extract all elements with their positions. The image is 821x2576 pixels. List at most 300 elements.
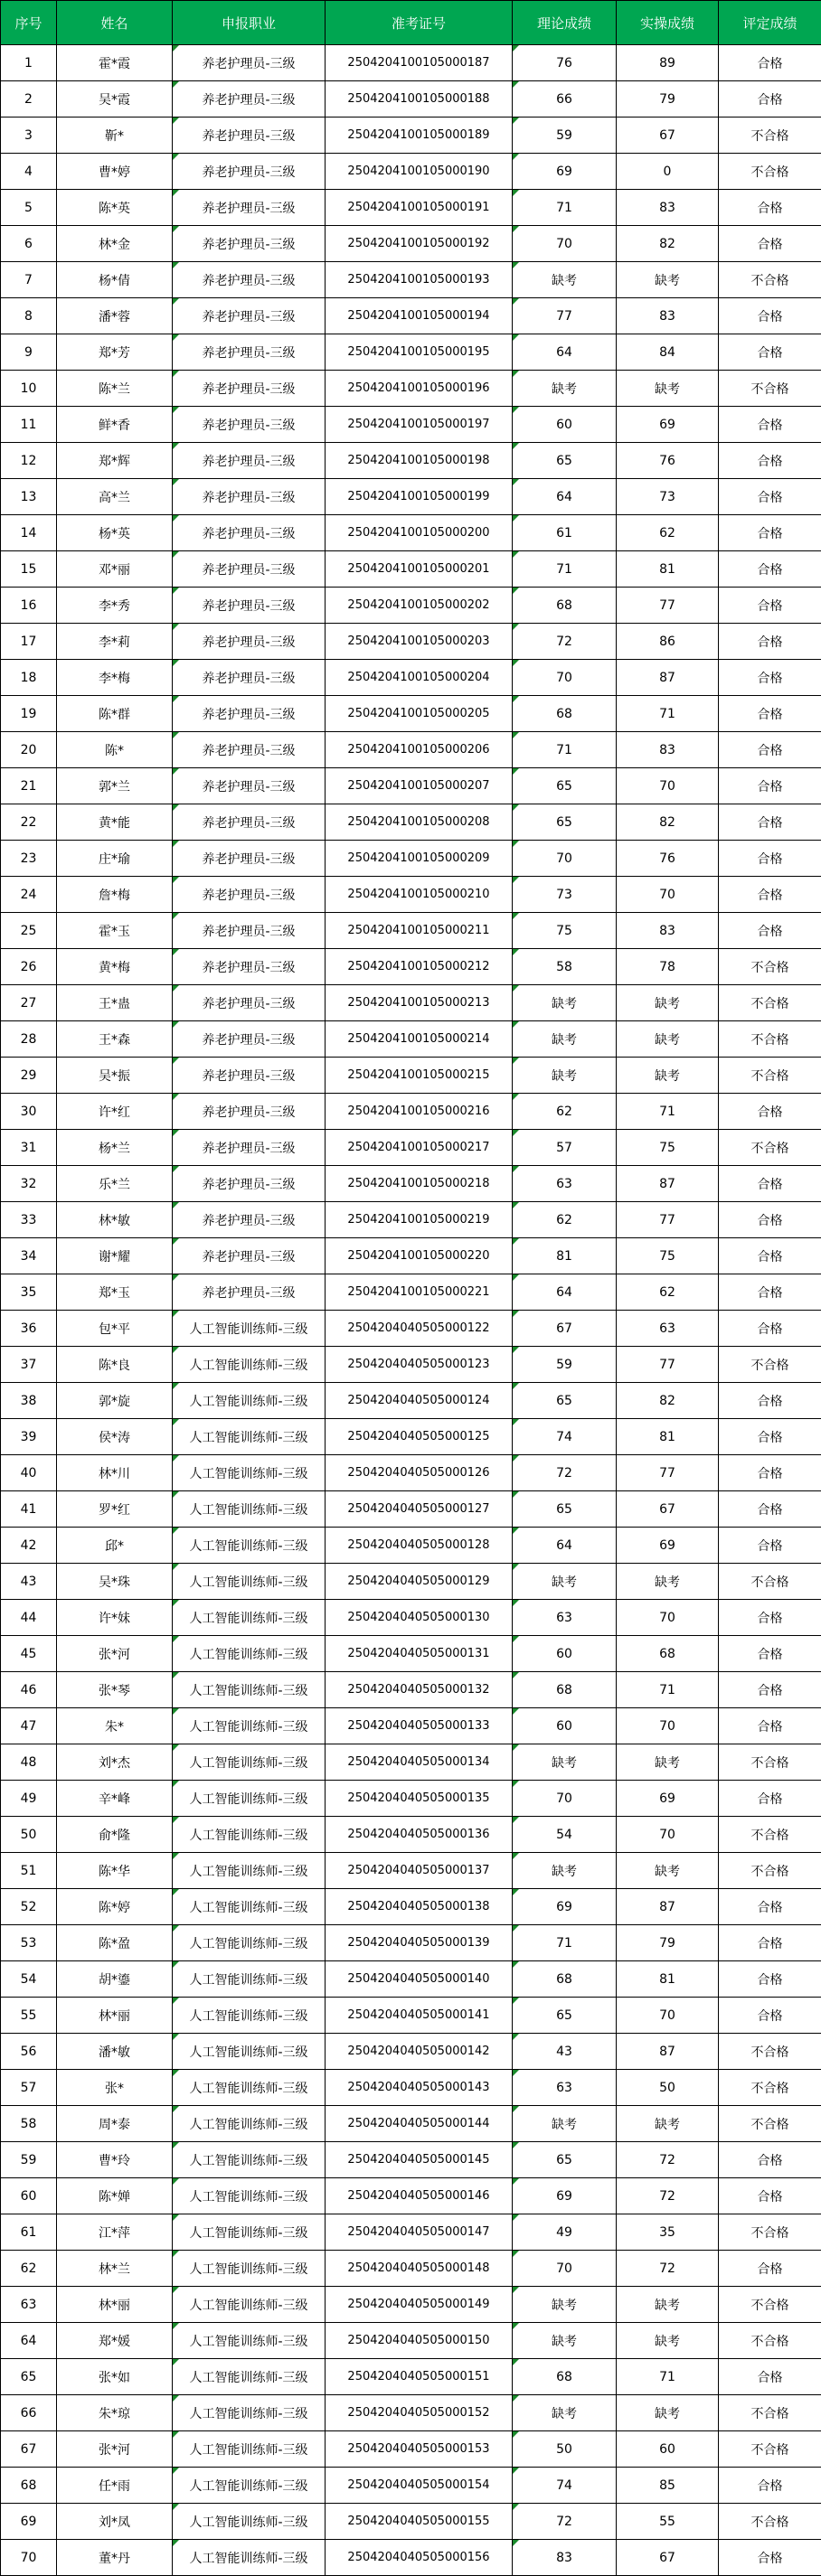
cell-exam-no: 2504204040505000133 bbox=[326, 1708, 513, 1744]
table-row bbox=[1, 1744, 821, 1781]
cell-seq: 20 bbox=[1, 732, 57, 768]
cell-name: 林*丽 bbox=[57, 1998, 173, 2034]
cell-theory: 60 bbox=[513, 1636, 617, 1672]
cell-practice: 71 bbox=[617, 2359, 719, 2395]
cell-job: 人工智能训练师-三级 bbox=[173, 2504, 326, 2540]
table-row bbox=[1, 118, 821, 154]
table-row bbox=[1, 1600, 821, 1636]
cell-name: 包*平 bbox=[57, 1311, 173, 1347]
cell-seq: 6 bbox=[1, 226, 57, 262]
cell-exam-no: 2504204040505000152 bbox=[326, 2395, 513, 2431]
cell-name: 郭*旋 bbox=[57, 1383, 173, 1419]
table-row bbox=[1, 551, 821, 588]
cell-exam-no: 2504204040505000150 bbox=[326, 2323, 513, 2359]
cell-name: 林*金 bbox=[57, 226, 173, 262]
table-row bbox=[1, 479, 821, 515]
cell-exam-no: 2504204040505000151 bbox=[326, 2359, 513, 2395]
cell-theory: 60 bbox=[513, 1708, 617, 1744]
cell-job: 养老护理员-三级 bbox=[173, 371, 326, 407]
cell-result: 不合格 bbox=[719, 1564, 821, 1600]
cell-result: 合格 bbox=[719, 1094, 821, 1130]
cell-seq: 1 bbox=[1, 45, 57, 81]
cell-job: 养老护理员-三级 bbox=[173, 877, 326, 913]
cell-theory: 58 bbox=[513, 949, 617, 985]
cell-job: 养老护理员-三级 bbox=[173, 768, 326, 804]
table-row bbox=[1, 1853, 821, 1889]
cell-name: 许*红 bbox=[57, 1094, 173, 1130]
cell-result: 合格 bbox=[719, 624, 821, 660]
cell-practice: 82 bbox=[617, 1383, 719, 1419]
cell-exam-no: 2504204100105000187 bbox=[326, 45, 513, 81]
cell-name: 杨*倩 bbox=[57, 262, 173, 298]
cell-practice: 77 bbox=[617, 1347, 719, 1383]
cell-result: 合格 bbox=[719, 81, 821, 118]
cell-name: 郑*媛 bbox=[57, 2323, 173, 2359]
table-row bbox=[1, 2287, 821, 2323]
cell-seq: 67 bbox=[1, 2431, 57, 2468]
table-row bbox=[1, 2431, 821, 2468]
cell-practice: 缺考 bbox=[617, 262, 719, 298]
cell-name: 林*兰 bbox=[57, 2251, 173, 2287]
cell-practice: 62 bbox=[617, 515, 719, 551]
cell-exam-no: 2504204100105000197 bbox=[326, 407, 513, 443]
cell-job: 养老护理员-三级 bbox=[173, 479, 326, 515]
cell-seq: 24 bbox=[1, 877, 57, 913]
cell-exam-no: 2504204040505000129 bbox=[326, 1564, 513, 1600]
cell-job: 人工智能训练师-三级 bbox=[173, 1961, 326, 1998]
cell-exam-no: 2504204040505000146 bbox=[326, 2178, 513, 2214]
table-row bbox=[1, 407, 821, 443]
cell-job: 人工智能训练师-三级 bbox=[173, 1889, 326, 1925]
cell-theory: 70 bbox=[513, 1781, 617, 1817]
cell-result: 合格 bbox=[719, 1889, 821, 1925]
cell-job: 养老护理员-三级 bbox=[173, 1094, 326, 1130]
header-practice: 实操成绩 bbox=[617, 1, 719, 45]
cell-job: 人工智能训练师-三级 bbox=[173, 2540, 326, 2576]
cell-seq: 47 bbox=[1, 1708, 57, 1744]
cell-theory: 69 bbox=[513, 2178, 617, 2214]
cell-theory: 63 bbox=[513, 2070, 617, 2106]
cell-exam-no: 2504204100105000203 bbox=[326, 624, 513, 660]
cell-theory: 43 bbox=[513, 2034, 617, 2070]
cell-exam-no: 2504204040505000155 bbox=[326, 2504, 513, 2540]
cell-seq: 46 bbox=[1, 1672, 57, 1708]
cell-exam-no: 2504204100105000205 bbox=[326, 696, 513, 732]
cell-seq: 33 bbox=[1, 1202, 57, 1238]
cell-name: 张*如 bbox=[57, 2359, 173, 2395]
cell-exam-no: 2504204040505000134 bbox=[326, 1744, 513, 1781]
cell-theory: 65 bbox=[513, 1491, 617, 1528]
cell-practice: 55 bbox=[617, 2504, 719, 2540]
cell-exam-no: 2504204100105000199 bbox=[326, 479, 513, 515]
cell-seq: 36 bbox=[1, 1311, 57, 1347]
cell-job: 人工智能训练师-三级 bbox=[173, 1636, 326, 1672]
cell-job: 人工智能训练师-三级 bbox=[173, 1998, 326, 2034]
header-result: 评定成绩 bbox=[719, 1, 821, 45]
cell-practice: 缺考 bbox=[617, 985, 719, 1021]
table-row bbox=[1, 1274, 821, 1311]
cell-practice: 67 bbox=[617, 2540, 719, 2576]
cell-theory: 64 bbox=[513, 1274, 617, 1311]
table-row bbox=[1, 515, 821, 551]
cell-name: 辛*峰 bbox=[57, 1781, 173, 1817]
cell-seq: 28 bbox=[1, 1021, 57, 1058]
cell-exam-no: 2504204100105000219 bbox=[326, 1202, 513, 1238]
cell-name: 庄*瑜 bbox=[57, 841, 173, 877]
cell-seq: 19 bbox=[1, 696, 57, 732]
cell-name: 董*丹 bbox=[57, 2540, 173, 2576]
cell-exam-no: 2504204100105000189 bbox=[326, 118, 513, 154]
cell-theory: 71 bbox=[513, 190, 617, 226]
cell-result: 不合格 bbox=[719, 1130, 821, 1166]
cell-practice: 73 bbox=[617, 479, 719, 515]
cell-name: 靳* bbox=[57, 118, 173, 154]
cell-job: 人工智能训练师-三级 bbox=[173, 2070, 326, 2106]
cell-job: 人工智能训练师-三级 bbox=[173, 2287, 326, 2323]
cell-name: 陈*华 bbox=[57, 1853, 173, 1889]
cell-theory: 62 bbox=[513, 1202, 617, 1238]
cell-name: 陈*婵 bbox=[57, 2178, 173, 2214]
cell-result: 合格 bbox=[719, 2540, 821, 2576]
table-row bbox=[1, 298, 821, 334]
table-row bbox=[1, 1311, 821, 1347]
cell-theory: 缺考 bbox=[513, 985, 617, 1021]
table-row bbox=[1, 334, 821, 371]
cell-practice: 87 bbox=[617, 1889, 719, 1925]
cell-practice: 89 bbox=[617, 45, 719, 81]
cell-exam-no: 2504204100105000192 bbox=[326, 226, 513, 262]
cell-result: 合格 bbox=[719, 660, 821, 696]
table-row bbox=[1, 1998, 821, 2034]
cell-seq: 7 bbox=[1, 262, 57, 298]
table-row bbox=[1, 443, 821, 479]
cell-result: 合格 bbox=[719, 1636, 821, 1672]
cell-seq: 54 bbox=[1, 1961, 57, 1998]
table-row bbox=[1, 2034, 821, 2070]
table-row bbox=[1, 1817, 821, 1853]
cell-practice: 缺考 bbox=[617, 1058, 719, 1094]
cell-job: 养老护理员-三级 bbox=[173, 985, 326, 1021]
table-row bbox=[1, 190, 821, 226]
cell-theory: 77 bbox=[513, 298, 617, 334]
cell-result: 合格 bbox=[719, 588, 821, 624]
cell-name: 刘*凤 bbox=[57, 2504, 173, 2540]
cell-seq: 69 bbox=[1, 2504, 57, 2540]
cell-exam-no: 2504204100105000195 bbox=[326, 334, 513, 371]
cell-practice: 62 bbox=[617, 1274, 719, 1311]
cell-job: 人工智能训练师-三级 bbox=[173, 1347, 326, 1383]
cell-job: 养老护理员-三级 bbox=[173, 1238, 326, 1274]
table-row bbox=[1, 2540, 821, 2576]
cell-name: 霍*霞 bbox=[57, 45, 173, 81]
cell-job: 人工智能训练师-三级 bbox=[173, 1311, 326, 1347]
cell-theory: 64 bbox=[513, 479, 617, 515]
cell-theory: 49 bbox=[513, 2214, 617, 2251]
cell-result: 合格 bbox=[719, 226, 821, 262]
cell-exam-no: 2504204040505000141 bbox=[326, 1998, 513, 2034]
cell-job: 人工智能训练师-三级 bbox=[173, 1564, 326, 1600]
cell-result: 不合格 bbox=[719, 949, 821, 985]
cell-seq: 16 bbox=[1, 588, 57, 624]
cell-seq: 8 bbox=[1, 298, 57, 334]
cell-job: 人工智能训练师-三级 bbox=[173, 1455, 326, 1491]
cell-job: 养老护理员-三级 bbox=[173, 732, 326, 768]
table-row bbox=[1, 2251, 821, 2287]
cell-name: 许*妹 bbox=[57, 1600, 173, 1636]
cell-theory: 68 bbox=[513, 696, 617, 732]
cell-result: 合格 bbox=[719, 1961, 821, 1998]
cell-result: 合格 bbox=[719, 407, 821, 443]
cell-practice: 缺考 bbox=[617, 1564, 719, 1600]
cell-seq: 26 bbox=[1, 949, 57, 985]
table-row bbox=[1, 2468, 821, 2504]
cell-theory: 65 bbox=[513, 768, 617, 804]
cell-practice: 72 bbox=[617, 2178, 719, 2214]
table-row bbox=[1, 262, 821, 298]
cell-seq: 41 bbox=[1, 1491, 57, 1528]
cell-job: 养老护理员-三级 bbox=[173, 624, 326, 660]
cell-name: 林*丽 bbox=[57, 2287, 173, 2323]
cell-name: 郑*芳 bbox=[57, 334, 173, 371]
cell-theory: 73 bbox=[513, 877, 617, 913]
table-row bbox=[1, 1202, 821, 1238]
cell-name: 王*蛊 bbox=[57, 985, 173, 1021]
cell-name: 谢*耀 bbox=[57, 1238, 173, 1274]
table-row bbox=[1, 841, 821, 877]
table-row bbox=[1, 1238, 821, 1274]
cell-name: 邓*丽 bbox=[57, 551, 173, 588]
cell-result: 合格 bbox=[719, 768, 821, 804]
cell-exam-no: 2504204100105000202 bbox=[326, 588, 513, 624]
cell-name: 潘*蓉 bbox=[57, 298, 173, 334]
cell-exam-no: 2504204040505000136 bbox=[326, 1817, 513, 1853]
table-row bbox=[1, 2504, 821, 2540]
cell-name: 郑*辉 bbox=[57, 443, 173, 479]
cell-theory: 74 bbox=[513, 1419, 617, 1455]
cell-exam-no: 2504204040505000135 bbox=[326, 1781, 513, 1817]
cell-theory: 65 bbox=[513, 2142, 617, 2178]
header-theory: 理论成绩 bbox=[513, 1, 617, 45]
cell-seq: 40 bbox=[1, 1455, 57, 1491]
cell-result: 合格 bbox=[719, 1672, 821, 1708]
table-row bbox=[1, 732, 821, 768]
cell-theory: 70 bbox=[513, 841, 617, 877]
cell-job: 人工智能训练师-三级 bbox=[173, 2323, 326, 2359]
cell-result: 合格 bbox=[719, 1708, 821, 1744]
cell-job: 养老护理员-三级 bbox=[173, 588, 326, 624]
cell-result: 不合格 bbox=[719, 2395, 821, 2431]
cell-seq: 35 bbox=[1, 1274, 57, 1311]
cell-result: 合格 bbox=[719, 551, 821, 588]
cell-practice: 86 bbox=[617, 624, 719, 660]
cell-theory: 70 bbox=[513, 660, 617, 696]
cell-theory: 70 bbox=[513, 2251, 617, 2287]
cell-job: 人工智能训练师-三级 bbox=[173, 2359, 326, 2395]
cell-name: 张*河 bbox=[57, 1636, 173, 1672]
cell-result: 不合格 bbox=[719, 118, 821, 154]
cell-name: 刘*杰 bbox=[57, 1744, 173, 1781]
cell-exam-no: 2504204100105000221 bbox=[326, 1274, 513, 1311]
cell-exam-no: 2504204040505000147 bbox=[326, 2214, 513, 2251]
cell-theory: 71 bbox=[513, 732, 617, 768]
table-row bbox=[1, 660, 821, 696]
cell-job: 人工智能训练师-三级 bbox=[173, 2468, 326, 2504]
cell-job: 人工智能训练师-三级 bbox=[173, 2142, 326, 2178]
table-row bbox=[1, 1961, 821, 1998]
cell-result: 合格 bbox=[719, 1419, 821, 1455]
cell-theory: 81 bbox=[513, 1238, 617, 1274]
cell-theory: 缺考 bbox=[513, 1853, 617, 1889]
cell-job: 养老护理员-三级 bbox=[173, 949, 326, 985]
cell-practice: 70 bbox=[617, 768, 719, 804]
cell-result: 合格 bbox=[719, 298, 821, 334]
cell-result: 合格 bbox=[719, 841, 821, 877]
cell-job: 人工智能训练师-三级 bbox=[173, 1853, 326, 1889]
cell-exam-no: 2504204040505000131 bbox=[326, 1636, 513, 1672]
table-row bbox=[1, 1383, 821, 1419]
table-row bbox=[1, 2323, 821, 2359]
table-row bbox=[1, 1564, 821, 1600]
cell-exam-no: 2504204040505000156 bbox=[326, 2540, 513, 2576]
cell-seq: 52 bbox=[1, 1889, 57, 1925]
table-row bbox=[1, 1781, 821, 1817]
cell-exam-no: 2504204040505000122 bbox=[326, 1311, 513, 1347]
cell-job: 人工智能训练师-三级 bbox=[173, 1781, 326, 1817]
cell-job: 养老护理员-三级 bbox=[173, 190, 326, 226]
cell-seq: 9 bbox=[1, 334, 57, 371]
cell-job: 人工智能训练师-三级 bbox=[173, 2034, 326, 2070]
table-row bbox=[1, 371, 821, 407]
cell-practice: 83 bbox=[617, 298, 719, 334]
table-row bbox=[1, 1636, 821, 1672]
cell-theory: 68 bbox=[513, 1672, 617, 1708]
cell-seq: 38 bbox=[1, 1383, 57, 1419]
cell-seq: 22 bbox=[1, 804, 57, 841]
cell-result: 不合格 bbox=[719, 371, 821, 407]
cell-theory: 63 bbox=[513, 1166, 617, 1202]
cell-seq: 43 bbox=[1, 1564, 57, 1600]
cell-name: 郭*兰 bbox=[57, 768, 173, 804]
cell-name: 霍*玉 bbox=[57, 913, 173, 949]
cell-practice: 75 bbox=[617, 1238, 719, 1274]
cell-result: 不合格 bbox=[719, 2287, 821, 2323]
cell-exam-no: 2504204100105000214 bbox=[326, 1021, 513, 1058]
cell-theory: 72 bbox=[513, 624, 617, 660]
cell-practice: 缺考 bbox=[617, 2323, 719, 2359]
cell-name: 江*萍 bbox=[57, 2214, 173, 2251]
cell-exam-no: 2504204040505000154 bbox=[326, 2468, 513, 2504]
cell-result: 合格 bbox=[719, 913, 821, 949]
cell-exam-no: 2504204100105000213 bbox=[326, 985, 513, 1021]
table-row bbox=[1, 1166, 821, 1202]
cell-practice: 70 bbox=[617, 1817, 719, 1853]
cell-name: 林*川 bbox=[57, 1455, 173, 1491]
cell-result: 合格 bbox=[719, 479, 821, 515]
cell-seq: 17 bbox=[1, 624, 57, 660]
table-row bbox=[1, 588, 821, 624]
cell-name: 朱*琼 bbox=[57, 2395, 173, 2431]
header-seq: 序号 bbox=[1, 1, 57, 45]
cell-practice: 87 bbox=[617, 660, 719, 696]
cell-practice: 79 bbox=[617, 81, 719, 118]
cell-result: 合格 bbox=[719, 1998, 821, 2034]
cell-name: 吴*霞 bbox=[57, 81, 173, 118]
table-row bbox=[1, 1708, 821, 1744]
cell-job: 养老护理员-三级 bbox=[173, 154, 326, 190]
cell-practice: 71 bbox=[617, 696, 719, 732]
cell-practice: 76 bbox=[617, 841, 719, 877]
cell-seq: 3 bbox=[1, 118, 57, 154]
cell-name: 曹*玲 bbox=[57, 2142, 173, 2178]
cell-practice: 67 bbox=[617, 1491, 719, 1528]
cell-practice: 68 bbox=[617, 1636, 719, 1672]
cell-name: 李*莉 bbox=[57, 624, 173, 660]
cell-exam-no: 2504204100105000208 bbox=[326, 804, 513, 841]
table-row bbox=[1, 985, 821, 1021]
cell-theory: 67 bbox=[513, 1311, 617, 1347]
cell-job: 养老护理员-三级 bbox=[173, 1166, 326, 1202]
cell-name: 陈*盈 bbox=[57, 1925, 173, 1961]
cell-exam-no: 2504204040505000143 bbox=[326, 2070, 513, 2106]
table-row bbox=[1, 1094, 821, 1130]
table-row bbox=[1, 1491, 821, 1528]
cell-seq: 68 bbox=[1, 2468, 57, 2504]
cell-practice: 69 bbox=[617, 407, 719, 443]
cell-name: 陈*良 bbox=[57, 1347, 173, 1383]
cell-practice: 85 bbox=[617, 2468, 719, 2504]
cell-theory: 75 bbox=[513, 913, 617, 949]
cell-exam-no: 2504204100105000206 bbox=[326, 732, 513, 768]
cell-name: 李*秀 bbox=[57, 588, 173, 624]
cell-result: 不合格 bbox=[719, 2504, 821, 2540]
cell-exam-no: 2504204040505000142 bbox=[326, 2034, 513, 2070]
cell-name: 高*兰 bbox=[57, 479, 173, 515]
cell-job: 养老护理员-三级 bbox=[173, 1058, 326, 1094]
cell-exam-no: 2504204100105000218 bbox=[326, 1166, 513, 1202]
cell-seq: 55 bbox=[1, 1998, 57, 2034]
cell-seq: 34 bbox=[1, 1238, 57, 1274]
cell-exam-no: 2504204100105000191 bbox=[326, 190, 513, 226]
cell-job: 养老护理员-三级 bbox=[173, 696, 326, 732]
cell-practice: 67 bbox=[617, 118, 719, 154]
cell-theory: 65 bbox=[513, 1998, 617, 2034]
cell-theory: 83 bbox=[513, 2540, 617, 2576]
cell-name: 胡*鎏 bbox=[57, 1961, 173, 1998]
cell-practice: 72 bbox=[617, 2251, 719, 2287]
cell-exam-no: 2504204040505000130 bbox=[326, 1600, 513, 1636]
cell-exam-no: 2504204040505000132 bbox=[326, 1672, 513, 1708]
cell-exam-no: 2504204100105000216 bbox=[326, 1094, 513, 1130]
cell-name: 张*琴 bbox=[57, 1672, 173, 1708]
cell-job: 养老护理员-三级 bbox=[173, 804, 326, 841]
cell-job: 养老护理员-三级 bbox=[173, 226, 326, 262]
cell-job: 人工智能训练师-三级 bbox=[173, 1925, 326, 1961]
cell-result: 不合格 bbox=[719, 1817, 821, 1853]
cell-name: 李*梅 bbox=[57, 660, 173, 696]
table-row bbox=[1, 1528, 821, 1564]
cell-seq: 63 bbox=[1, 2287, 57, 2323]
cell-exam-no: 2504204100105000210 bbox=[326, 877, 513, 913]
table-row bbox=[1, 1925, 821, 1961]
cell-name: 郑*玉 bbox=[57, 1274, 173, 1311]
header-job: 申报职业 bbox=[173, 1, 326, 45]
table-row bbox=[1, 45, 821, 81]
cell-practice: 缺考 bbox=[617, 2395, 719, 2431]
cell-exam-no: 2504204100105000212 bbox=[326, 949, 513, 985]
cell-job: 人工智能训练师-三级 bbox=[173, 2431, 326, 2468]
cell-exam-no: 2504204100105000201 bbox=[326, 551, 513, 588]
cell-seq: 61 bbox=[1, 2214, 57, 2251]
